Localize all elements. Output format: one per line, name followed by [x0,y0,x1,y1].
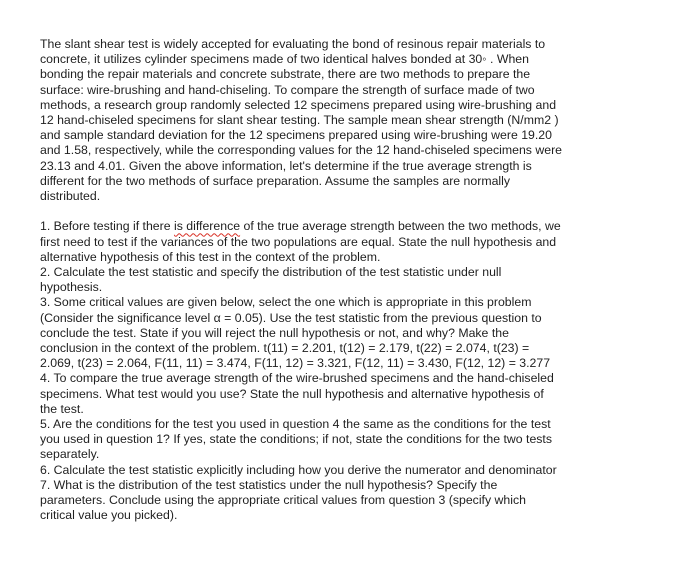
intro-line: bonding the repair materials and concrete substrate, there are two methods to prepare the [40,67,531,82]
question-list [40,219,640,523]
question-line: specimens. What test would you use? State the null hypothesis and alternative hypothesis of [40,386,544,401]
question-line: hypothesis. [40,280,103,295]
question-line: parameters. Conclude using the appropriate critical values from question 3 (specify which [40,493,526,508]
question-4 [40,371,640,417]
question-line: 3. Some critical values are given below, select the one which is appropriate in this problem [40,295,532,310]
question-line: critical value you picked). [40,508,178,523]
intro-paragraph [40,37,640,204]
question-line: you used in question 1? If yes, state the conditions; if not, state the conditions for the two tests [40,432,552,447]
question-3 [40,295,640,371]
question-line: 4. To compare the true average strength of the wire-brushed specimens and the hand-chiseled [40,371,554,386]
question-2 [40,265,640,295]
question-line [40,219,640,234]
question-line: 2.069, t(23) = 2.064, F(11, 11) = 3.474, F(11, 12) = 3.321, F(12, 11) = 3.430, F(12, 12) = 3.277 [40,356,551,371]
intro-line: different for the two methods of surface preparation. Assume the samples are normally [40,173,511,188]
intro-line: distributed. [40,189,101,204]
spellcheck-flagged-text[interactable]: is difference [173,219,241,234]
intro-line: The slant shear test is widely accepted for evaluating the bond of resinous repair materials to [40,37,546,51]
document-body [40,37,640,523]
intro-line: and 1.58, respectively, while the corresponding values for the 12 hand-chiseled specimens were [40,143,563,158]
intro-line: 12 hand-chiseled specimens for slant shear testing. The sample mean shear strength (N/mm2 ) [40,113,559,128]
question-line: conclusion in the context of the problem. t(11) = 2.201, t(12) = 2.179, t(22) = 2.074, t(23) = [40,341,530,356]
intro-line: 23.13 and 4.01. Given the above information, let's determine if the true average strength is [40,158,532,173]
intro-line: methods, a research group randomly selected 12 specimens prepared using wire-brushing and [40,97,557,112]
question-6 [40,463,640,478]
question-5 [40,417,640,463]
question-line: (Consider the significance level α = 0.05). Use the test statistic from the previous question to [40,310,542,325]
question-line: alternative hypothesis of this test in the context of the problem. [40,249,381,264]
intro-line: concrete, it utilizes cylinder specimens made of two identical halves bonded at 30◦ . When [40,52,529,67]
paragraph-spacer [40,204,640,219]
question-line: the test. [40,401,84,416]
question-line: first need to test if the variances of the two populations are equal. State the null hypothesis and [40,234,557,249]
question-1 [40,219,640,265]
question-line: conclude the test. State if you will reject the null hypothesis or not, and why? Make the [40,325,509,340]
intro-line: surface: wire-brushing and hand-chiseling. To compare the strength of surface made of two [40,82,535,97]
question-text: of the true average strength between the two methods, we [240,219,561,234]
question-line: 7. What is the distribution of the test statistics under the null hypothesis? Specify the [40,477,498,492]
question-line: separately. [40,447,100,462]
question-line: 2. Calculate the test statistic and specify the distribution of the test statistic under null [40,265,502,280]
question-line: 5. Are the conditions for the test you used in question 4 the same as the conditions for the test [40,417,551,432]
question-7 [40,478,640,524]
intro-line: and sample standard deviation for the 12 specimens prepared using wire-brushing were 19.20 [40,128,552,143]
question-text: 1. Before testing if there [40,219,174,234]
question-line: 6. Calculate the test statistic explicitly including how you derive the numerator and denominator [40,462,557,477]
